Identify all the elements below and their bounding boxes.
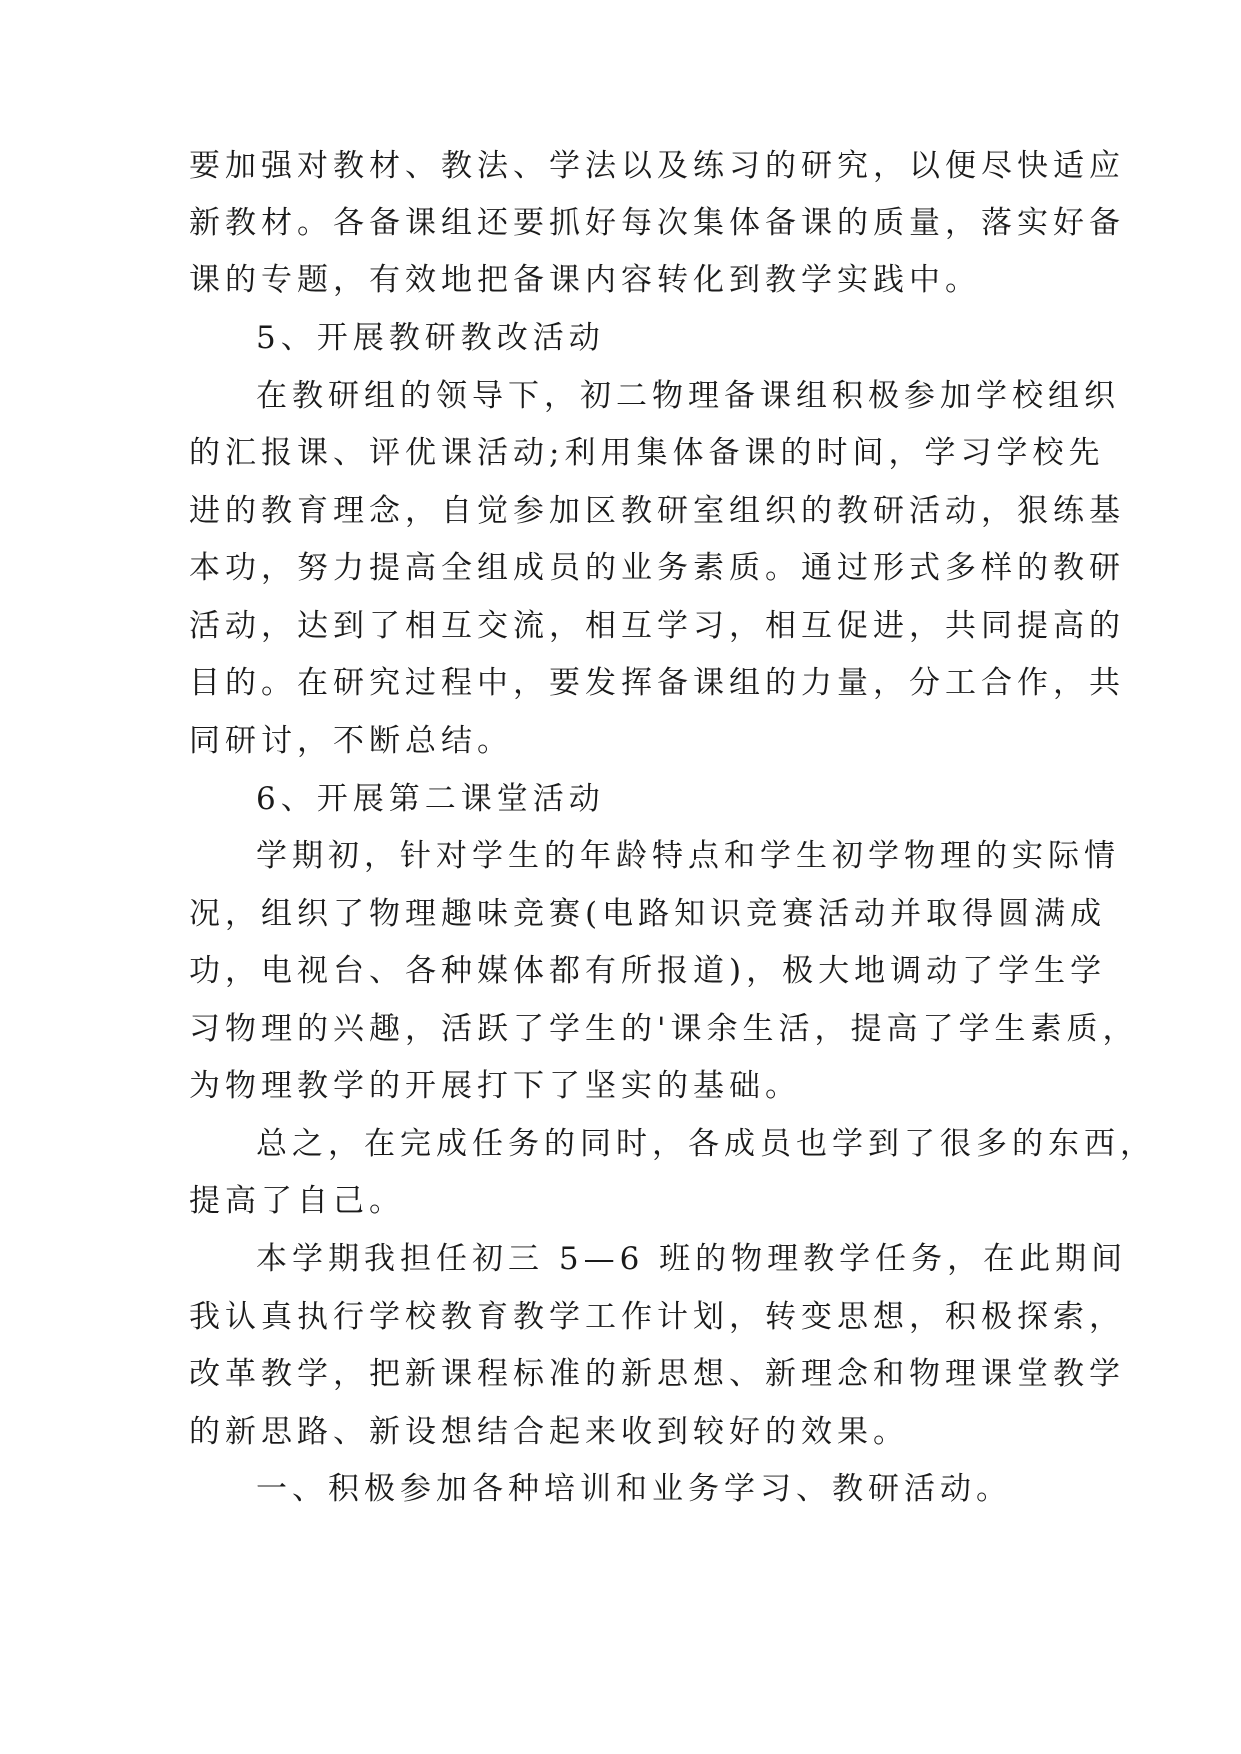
- text-line: 在教研组的领导下，初二物理备课组积极参加学校组织: [256, 378, 1120, 414]
- text-line: 我认真执行学校教育教学工作计划，转变思想，积极探索，: [189, 1299, 1125, 1335]
- text-line: 总之，在完成任务的同时，各成员也学到了很多的东西，: [256, 1126, 1156, 1162]
- text-line: 新教材。各备课组还要抓好每次集体备课的质量，落实好备: [189, 205, 1125, 241]
- text-line: 活动，达到了相互交流，相互学习，相互促进，共同提高的: [189, 608, 1125, 644]
- section-heading: 6、开展第二课堂活动: [256, 781, 605, 817]
- text-line: 本学期我担任初三 5—6 班的物理教学任务，在此期间: [256, 1241, 1128, 1277]
- section-heading: 一、积极参加各种培训和业务学习、教研活动。: [256, 1471, 1012, 1507]
- text-line: 的汇报课、评优课活动;利用集体备课的时间，学习学校先: [189, 435, 1105, 471]
- text-line: 习物理的兴趣，活跃了学生的'课余生活，提高了学生素质，: [189, 1011, 1139, 1047]
- text-line: 提高了自己。: [189, 1183, 405, 1219]
- text-line: 同研讨，不断总结。: [189, 723, 513, 759]
- text-line: 进的教育理念，自觉参加区教研室组织的教研活动，狠练基: [189, 493, 1125, 529]
- section-heading: 5、开展教研教改活动: [256, 320, 605, 356]
- text-line: 改革教学，把新课程标准的新思想、新理念和物理课堂教学: [189, 1356, 1125, 1392]
- text-line: 要加强对教材、教法、学法以及练习的研究，以便尽快适应: [189, 148, 1125, 184]
- text-line: 的新思路、新设想结合起来收到较好的效果。: [189, 1414, 909, 1450]
- text-line: 为物理教学的开展打下了坚实的基础。: [189, 1068, 801, 1104]
- text-line: 况，组织了物理趣味竞赛(电路知识竞赛活动并取得圆满成: [189, 896, 1107, 932]
- text-line: 学期初，针对学生的年龄特点和学生初学物理的实际情: [256, 838, 1120, 874]
- text-line: 本功，努力提高全组成员的业务素质。通过形式多样的教研: [189, 550, 1125, 586]
- text-line: 功，电视台、各种媒体都有所报道)，极大地调动了学生学: [189, 953, 1107, 989]
- text-line: 目的。在研究过程中，要发挥备课组的力量，分工合作，共: [189, 665, 1125, 701]
- text-line: 课的专题，有效地把备课内容转化到教学实践中。: [189, 262, 981, 298]
